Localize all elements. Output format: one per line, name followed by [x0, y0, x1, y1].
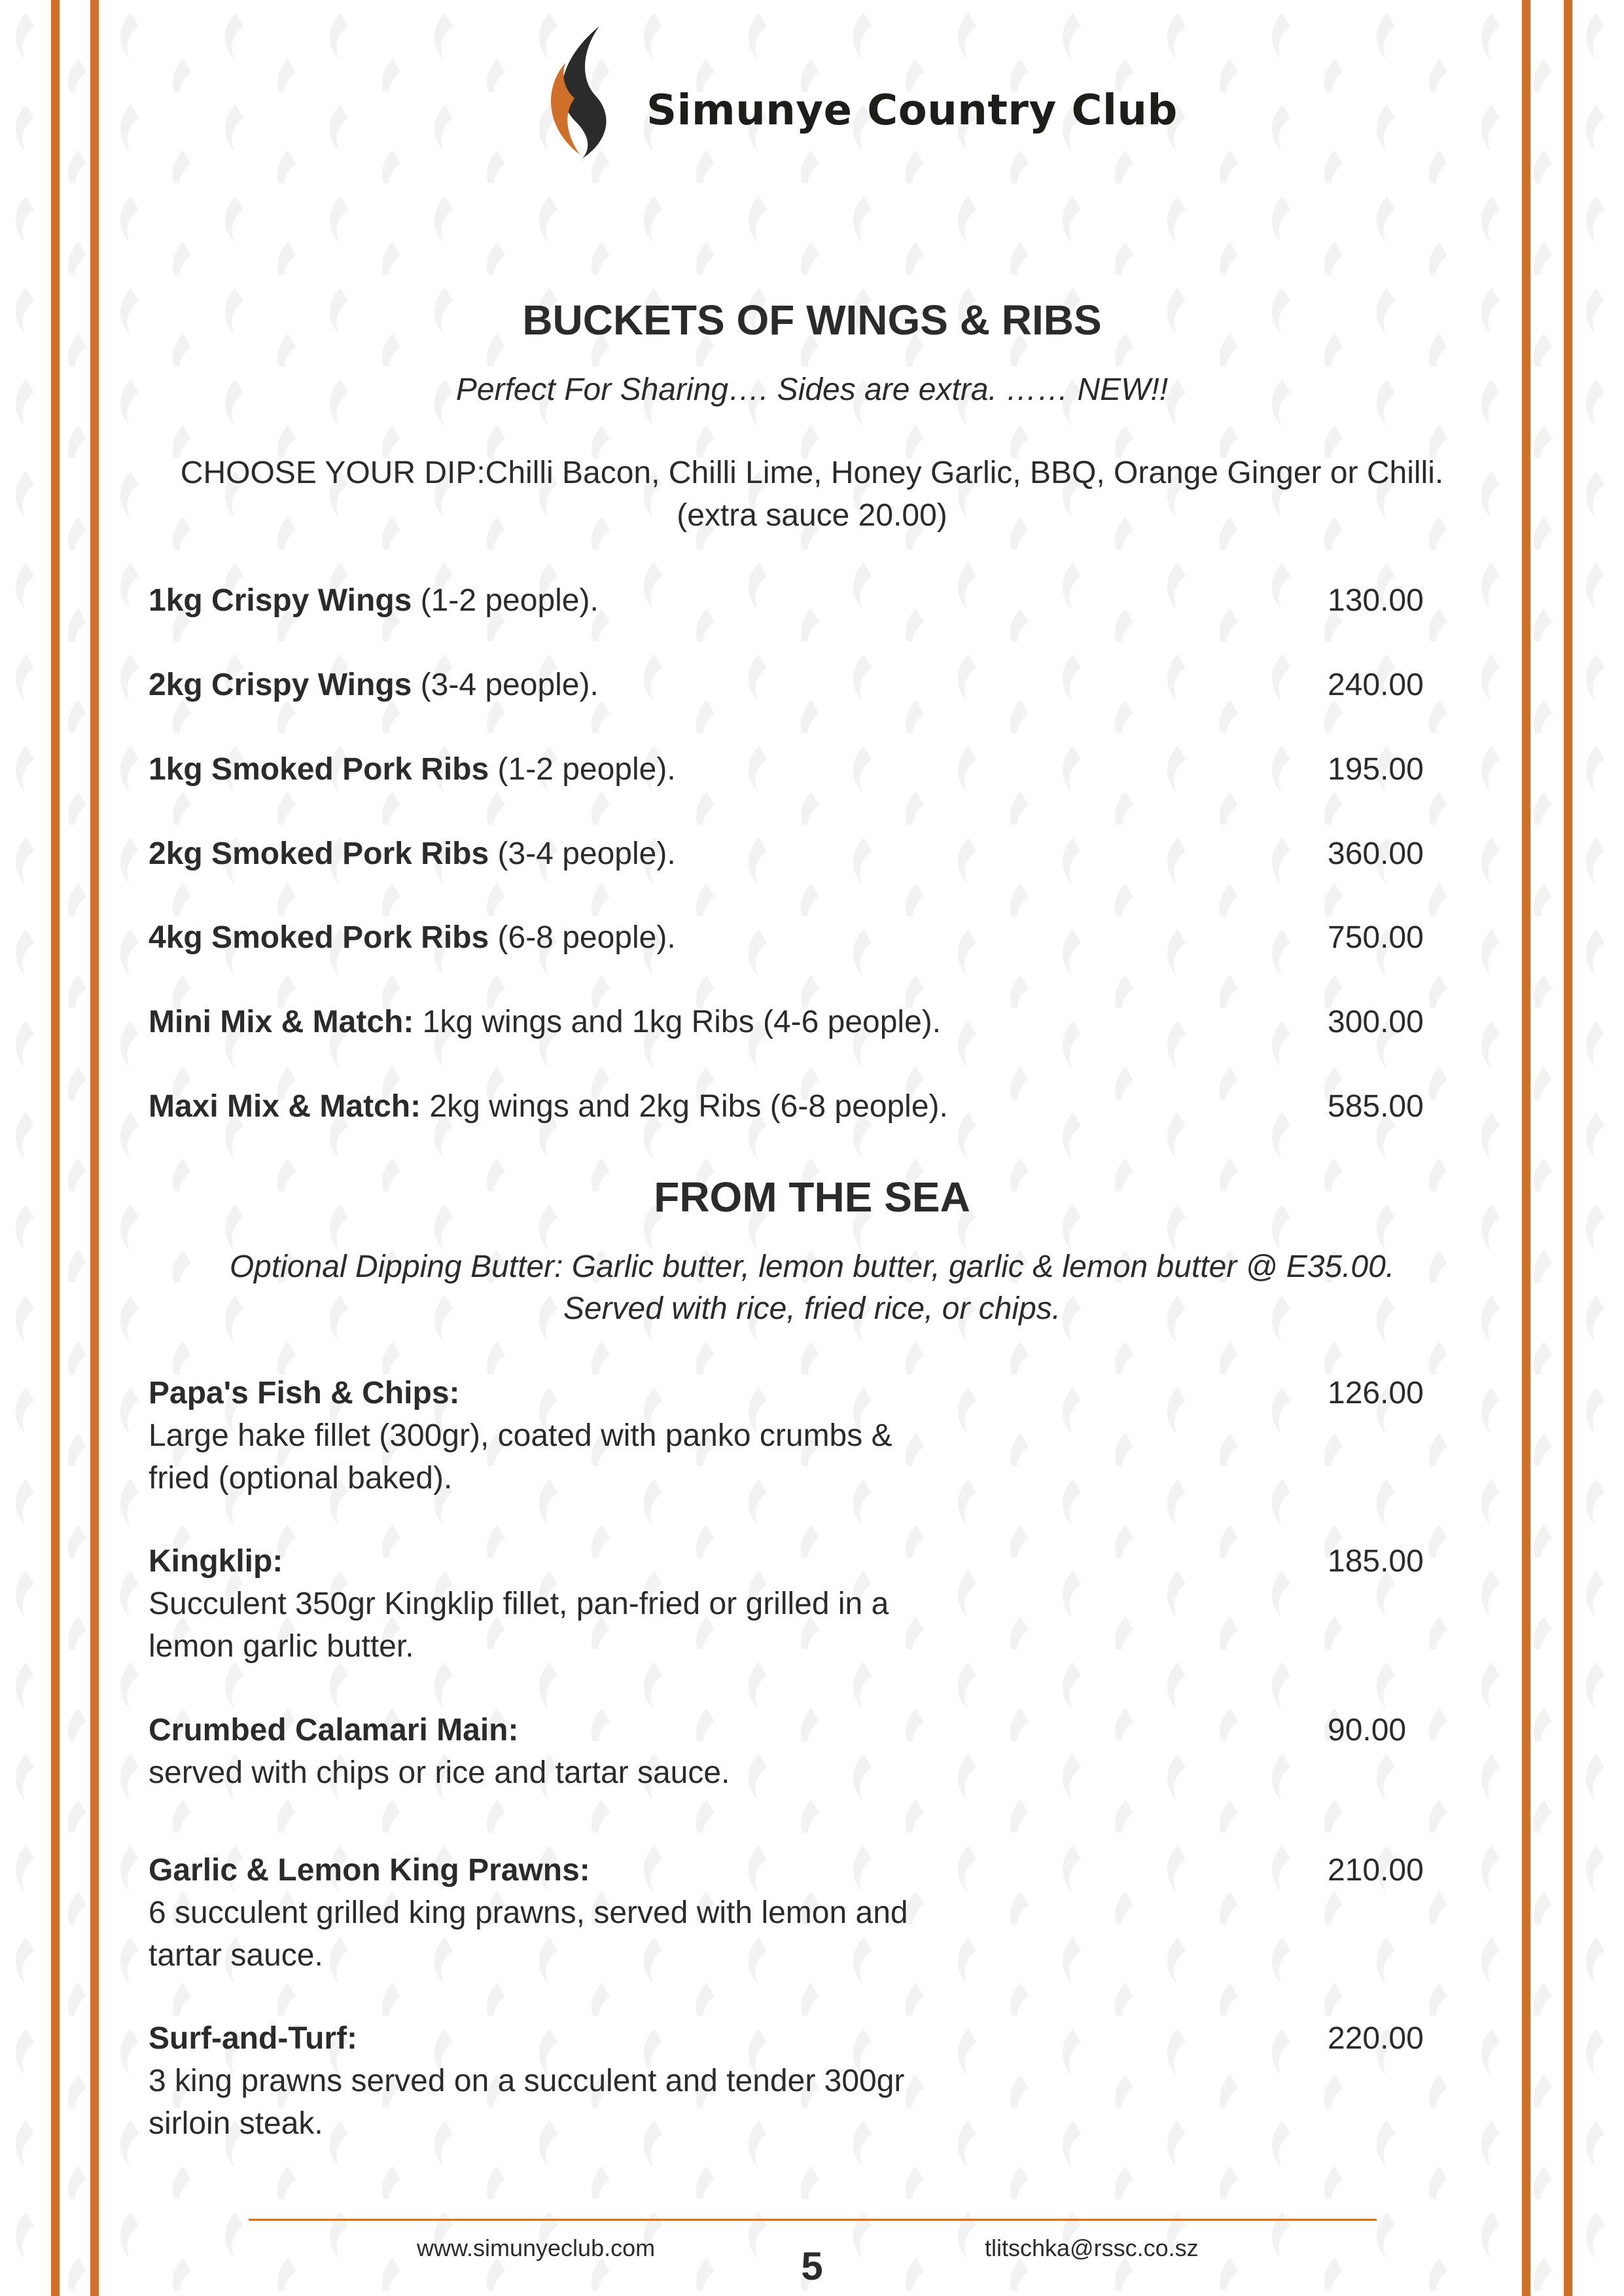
- item-name: Maxi Mix & Match:: [149, 1089, 421, 1124]
- menu-item: [149, 2017, 1424, 2145]
- item-price: 195.00: [1328, 752, 1424, 787]
- item-description: Large hake fillet (300gr), coated with panko crumbs & fried (optional baked).: [149, 1418, 892, 1496]
- item-name: Mini Mix & Match:: [149, 1005, 414, 1039]
- item-detail: 1kg wings and 1kg Ribs (4-6 people).: [414, 1005, 942, 1039]
- item-description: Succulent 350gr Kingklip fillet, pan-fried or grilled in a lemon garlic butter.: [149, 1587, 889, 1664]
- section-subtitle-buckets: Perfect For Sharing…. Sides are extra. …… NEW!!: [455, 372, 1169, 407]
- menu-item: [149, 664, 1424, 706]
- item-price: 585.00: [1328, 1089, 1424, 1124]
- item-price: 126.00: [1328, 1376, 1424, 1410]
- footer-website-link[interactable]: www.simunyeclub.com: [417, 2234, 656, 2261]
- menu-item: [149, 1709, 1424, 1794]
- footer-divider: [249, 2219, 1377, 2221]
- extra-sauce-note: (extra sauce 20.00): [677, 498, 947, 533]
- item-price: 130.00: [1328, 583, 1424, 618]
- item-name: Crumbed Calamari Main:: [149, 1713, 519, 1748]
- item-description: 3 king prawns served on a succulent and tender 300gr sirloin steak.: [149, 2064, 905, 2141]
- item-name: 2kg Smoked Pork Ribs: [149, 836, 489, 871]
- menu-item: [149, 1001, 1424, 1043]
- item-price: 750.00: [1328, 920, 1424, 955]
- item-name: 1kg Crispy Wings: [149, 583, 412, 618]
- section-title-buckets: BUCKETS OF WINGS & RIBS: [522, 296, 1102, 344]
- item-name: 1kg Smoked Pork Ribs: [149, 752, 489, 787]
- item-detail: (1-2 people).: [489, 752, 676, 787]
- item-description: served with chips or rice and tartar sauce.: [149, 1755, 730, 1790]
- section-title-sea: FROM THE SEA: [654, 1174, 970, 1221]
- item-price: 240.00: [1328, 668, 1424, 702]
- section-subtitle-sea-2: Served with rice, fried rice, or chips.: [563, 1291, 1061, 1326]
- menu-item: [149, 1085, 1424, 1128]
- item-detail: 2kg wings and 2kg Ribs (6-8 people).: [421, 1089, 948, 1124]
- item-detail: (3-4 people).: [489, 836, 676, 871]
- menu-item: [149, 579, 1424, 622]
- item-name: Surf-and-Turf:: [149, 2021, 358, 2056]
- item-price: 360.00: [1328, 836, 1424, 871]
- item-detail: (3-4 people).: [412, 668, 599, 702]
- menu-item: [149, 1540, 1424, 1668]
- item-price: 300.00: [1328, 1005, 1424, 1039]
- item-price: 210.00: [1328, 1853, 1424, 1888]
- club-name: Simunye Country Club: [646, 86, 1178, 135]
- item-name: 4kg Smoked Pork Ribs: [149, 920, 489, 955]
- item-price: 90.00: [1328, 1713, 1407, 1748]
- menu-item: [149, 833, 1424, 875]
- menu-item: [149, 1372, 1424, 1499]
- page-number: 5: [801, 2244, 823, 2288]
- dip-line: CHOOSE YOUR DIP:Chilli Bacon, Chilli Lime, Honey Garlic, BBQ, Orange Ginger or Chilli.: [180, 456, 1444, 490]
- section-subtitle-sea-1: Optional Dipping Butter: Garlic butter, lemon butter, garlic & lemon butter @ E35.00.: [229, 1249, 1395, 1284]
- item-detail: (6-8 people).: [489, 920, 676, 955]
- footer-email-link[interactable]: tlitschka@rssc.co.sz: [985, 2234, 1199, 2261]
- item-name: Garlic & Lemon King Prawns:: [149, 1853, 590, 1888]
- menu-item: [149, 916, 1424, 959]
- menu-item: [149, 1849, 1424, 1977]
- item-description: 6 succulent grilled king prawns, served with lemon and tartar sauce.: [149, 1895, 908, 1973]
- item-price: 220.00: [1328, 2021, 1424, 2056]
- item-name: Papa's Fish & Chips:: [149, 1376, 460, 1410]
- item-name: Kingklip:: [149, 1544, 283, 1579]
- item-price: 185.00: [1328, 1544, 1424, 1579]
- menu-item: [149, 748, 1424, 791]
- item-detail: (1-2 people).: [412, 583, 599, 618]
- item-name: 2kg Crispy Wings: [149, 668, 412, 702]
